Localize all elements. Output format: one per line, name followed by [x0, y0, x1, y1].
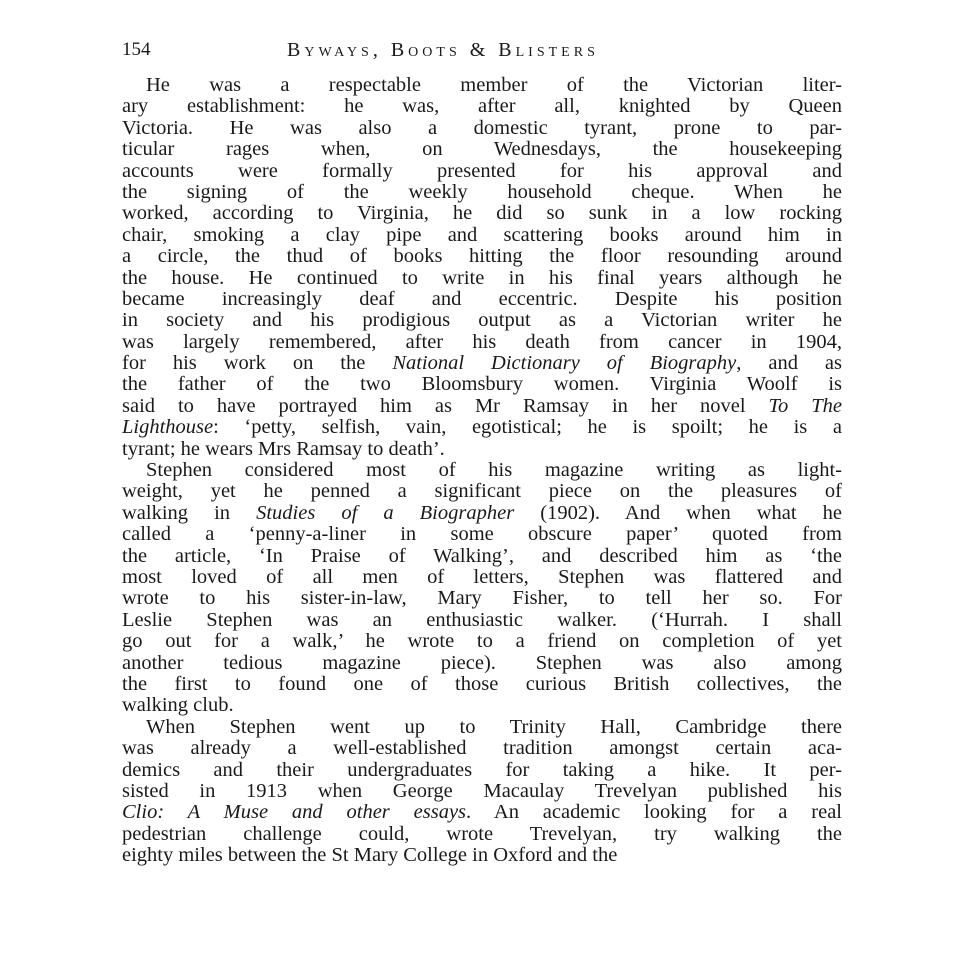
text-line [122, 760, 842, 781]
text-run: chair, smoking a clay pipe and scattering books around him in [122, 224, 842, 246]
text-run: : ‘petty, selfish, vain, egotistical; he is spoilt; he is a [213, 417, 842, 439]
text-line [122, 353, 842, 374]
text-line [122, 289, 842, 310]
text-run: ticular rages when, on Wednesdays, the housekeeping [122, 139, 842, 161]
text-line [122, 460, 842, 481]
text-line [122, 417, 842, 438]
text-line [122, 268, 842, 289]
italic-title: Lighthouse [122, 417, 214, 439]
text-run: He was a respectable member of the Victorian liter- [146, 75, 842, 96]
paragraph [122, 460, 842, 717]
page-number: 154 [122, 39, 151, 60]
text-run: called a ‘penny-a-liner in some obscure paper’ quoted from [122, 524, 842, 546]
text-line [122, 396, 842, 417]
text-run: pedestrian challenge could, wrote Trevelyan, try walking the [122, 823, 842, 845]
text-run: Leslie Stephen was an enthusiastic walker. (‘Hurrah. I shall [122, 609, 842, 631]
text-run: Stephen considered most of his magazine writing as light- [146, 460, 842, 482]
text-run: most loved of all men of letters, Stephen was flattered and [122, 566, 842, 588]
text-run: the father of the two Bloomsbury women. Virginia Woolf is [122, 374, 842, 396]
text-run: . An academic looking for a real [466, 802, 842, 824]
text-run: walking in [122, 502, 257, 524]
text-line [122, 225, 842, 246]
text-run: said to have portrayed him as Mr Ramsay in her novel [122, 395, 769, 417]
text-run: the signing of the weekly household cheque. When he [122, 181, 842, 203]
text-run: When Stephen went up to Trinity Hall, Cambridge there [146, 716, 842, 738]
body-text [122, 75, 842, 866]
text-line [122, 139, 842, 160]
text-run: demics and their undergraduates for taking a hike. It per- [122, 759, 842, 781]
text-line [122, 610, 842, 631]
text-run: the article, ‘In Praise of Walking’, and described him as ‘the [122, 545, 842, 567]
text-line [122, 631, 842, 652]
text-line [122, 546, 842, 567]
text-line [122, 524, 842, 545]
text-line [122, 845, 842, 866]
text-line [122, 588, 842, 609]
text-run: in society and his prodigious output as a Victorian writer he [122, 310, 842, 332]
running-head [122, 38, 842, 62]
text-line [122, 439, 842, 460]
text-run: sisted in 1913 when George Macaulay Trevelyan published his [122, 780, 842, 802]
text-line [122, 802, 842, 823]
running-title: Byways, Boots & Blisters [287, 39, 599, 61]
text-run: ary establishment: he was, after all, knighted by Queen [122, 96, 842, 118]
text-run: go out for a walk,’ he wrote to a friend on completion of yet [122, 631, 842, 653]
text-line [122, 203, 842, 224]
text-run: wrote to his sister-in-law, Mary Fisher, to tell her so. For [122, 588, 842, 610]
text-run: another tedious magazine piece). Stephen was also among [122, 652, 842, 674]
text-run: was already a well-established tradition amongst certain aca- [122, 738, 842, 760]
text-run: eighty miles between the St Mary College in Oxford and the [122, 845, 618, 867]
text-line [122, 182, 842, 203]
text-line [122, 674, 842, 695]
text-line [122, 310, 842, 331]
paragraph [122, 75, 842, 460]
text-run: (1902). And when what he [514, 502, 842, 524]
text-run: became increasingly deaf and eccentric. Despite his position [122, 288, 842, 310]
text-line [122, 75, 842, 96]
text-line [122, 332, 842, 353]
text-run: tyrant; he wears Mrs Ramsay to death’. [122, 438, 445, 460]
text-line [122, 695, 842, 716]
italic-title: Studies of a Biographer [256, 502, 515, 524]
text-line [122, 118, 842, 139]
text-run: was largely remembered, after his death from cancer in 1904, [122, 331, 842, 353]
text-line [122, 567, 842, 588]
italic-title: National Dictionary of Biography [392, 353, 737, 375]
text-run: for his work on the [122, 353, 393, 375]
text-run: the first to found one of those curious British collectives, the [122, 673, 842, 695]
text-run: , and as [736, 353, 842, 375]
paragraph [122, 717, 842, 867]
text-run: a circle, the thud of books hitting the floor resounding around [122, 246, 842, 268]
text-line [122, 246, 842, 267]
text-run: the house. He continued to write in his final years although he [122, 267, 842, 289]
text-line [122, 824, 842, 845]
text-run: Victoria. He was also a domestic tyrant, prone to par- [122, 117, 842, 139]
text-line [122, 374, 842, 395]
text-line [122, 503, 842, 524]
text-line [122, 161, 842, 182]
text-run: accounts were formally presented for his approval and [122, 160, 842, 182]
text-line [122, 781, 842, 802]
text-run: walking club. [122, 695, 234, 717]
italic-title: To The [768, 395, 842, 417]
text-line [122, 481, 842, 502]
text-line [122, 653, 842, 674]
text-run: weight, yet he penned a significant piece on the pleasures of [122, 481, 842, 503]
text-line [122, 738, 842, 759]
text-line [122, 96, 842, 117]
text-run: worked, according to Virginia, he did so sunk in a low rocking [122, 203, 842, 225]
text-line [122, 717, 842, 738]
italic-title: Clio: A Muse and other essays [122, 802, 467, 824]
